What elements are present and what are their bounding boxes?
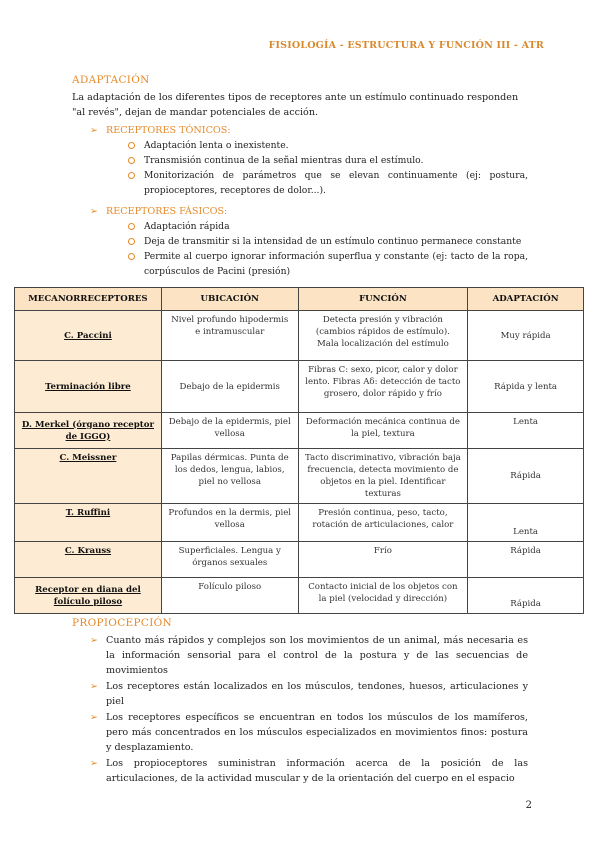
receptor-funcion: Detecta presión y vibración (cambios rápidos de estímulo). Mala localización del estímulo xyxy=(298,311,468,361)
section-title-propiocepcion: PROPIOCEPCIÓN xyxy=(72,617,173,629)
receptor-name: Terminación libre xyxy=(15,361,162,413)
list-item xyxy=(126,249,528,279)
receptor-ubicacion: Folículo piloso xyxy=(161,578,298,614)
mechanoreceptors-table xyxy=(14,287,584,614)
list-item-text: Los receptores están localizados en los músculos, tendones, huesos, articulaciones y piel xyxy=(106,681,528,707)
receptor-name: Receptor en diana del folículo piloso xyxy=(15,578,162,614)
list-item-text: Monitorización de parámetros que se elevan continuamente (ej: postura, propioceptores, receptores de dolor...). xyxy=(144,170,528,196)
table-row xyxy=(15,311,584,361)
receptor-name: T. Ruffini xyxy=(15,504,162,542)
circle-bullet-icon xyxy=(128,172,135,179)
fasicos-heading: RECEPTORES FÁSICOS: xyxy=(106,206,228,217)
subheading-tonicos xyxy=(90,123,231,138)
list-item-text: Los receptores específicos se encuentran en todos los músculos de los mamíferos, pero más concentrados en los músculos especializados en movimientos finos: postura y desplazamiento. xyxy=(106,712,528,753)
header-ubicacion: UBICACIÓN xyxy=(161,288,298,311)
receptor-ubicacion: Superficiales. Lengua y órganos sexuales xyxy=(161,542,298,578)
list-item-text: Deja de transmitir si la intensidad de un estímulo continuo permanece constante xyxy=(144,236,522,247)
list-item xyxy=(90,633,528,678)
receptor-name: C. Krauss xyxy=(15,542,162,578)
receptor-name: C. Meissner xyxy=(15,449,162,504)
list-item xyxy=(90,710,528,755)
header-funcion: FUNCIÓN xyxy=(298,288,468,311)
circle-bullet-icon xyxy=(128,223,135,230)
subheading-fasicos xyxy=(90,204,227,219)
receptor-funcion: Frío xyxy=(298,542,468,578)
receptor-ubicacion: Papilas dérmicas. Punta de los dedos, lengua, labios, piel no vellosa xyxy=(161,449,298,504)
arrow-bullet-icon: ➢ xyxy=(90,712,99,723)
propiocepcion-list xyxy=(90,633,528,787)
circle-bullet-icon xyxy=(128,238,135,245)
table-row xyxy=(15,361,584,413)
table-row xyxy=(15,578,584,614)
receptor-funcion: Fibras C: sexo, picor, calor y dolor lento. Fibras Aδ: detección de tacto grosero, dolor rápido y frío xyxy=(298,361,468,413)
receptor-adaptacion: Muy rápida xyxy=(468,311,584,361)
table-row xyxy=(15,449,584,504)
list-item xyxy=(126,138,528,153)
table-row xyxy=(15,504,584,542)
page-header: FISIOLOGÍA - ESTRUCTURA Y FUNCIÓN III - ATR xyxy=(268,40,544,51)
table-header-row xyxy=(15,288,584,311)
receptor-funcion: Tacto discriminativo, vibración baja frecuencia, detecta movimiento de objetos en la piel. Identificar texturas xyxy=(298,449,468,504)
table-row xyxy=(15,413,584,449)
table-row xyxy=(15,542,584,578)
header-mecanorreceptores: MECANORRECEPTORES xyxy=(15,288,162,311)
receptor-adaptacion: Lenta xyxy=(468,413,584,449)
receptor-adaptacion: Rápida xyxy=(468,542,584,578)
list-item-text: Adaptación lenta o inexistente. xyxy=(144,140,289,151)
list-item xyxy=(126,153,528,168)
circle-bullet-icon xyxy=(128,157,135,164)
list-item xyxy=(90,679,528,709)
list-item xyxy=(126,168,528,198)
receptor-adaptacion: Rápida xyxy=(468,449,584,504)
tonicos-list xyxy=(126,138,528,198)
adaptacion-intro: La adaptación de los diferentes tipos de receptores ante un estímulo continuado responden "al revés", dejan de mandar potenciales de acción. xyxy=(72,92,519,118)
list-item xyxy=(126,234,528,249)
section-title-adaptacion: ADAPTACIÓN xyxy=(72,74,150,86)
page-number: 2 xyxy=(525,800,532,811)
receptor-adaptacion: Rápida xyxy=(468,578,584,614)
list-item-text: Transmisión continua de la señal mientras dura el estímulo. xyxy=(144,155,424,166)
receptor-adaptacion: Rápida y lenta xyxy=(468,361,584,413)
list-item-text: Cuanto más rápidos y complejos son los movimientos de un animal, más necesaria es la información sensorial para el control de la postura y de las secuencias de movimientos xyxy=(106,635,528,676)
list-item xyxy=(126,219,528,234)
arrow-bullet-icon: ➢ xyxy=(90,758,99,769)
arrow-bullet-icon: ➢ xyxy=(90,681,99,692)
list-item xyxy=(90,756,528,786)
list-item-text: Los propioceptores suministran información acerca de la posición de las articulaciones, de la actividad muscular y de la orientación del cuerpo en el espacio xyxy=(106,758,528,784)
fasicos-list xyxy=(126,219,528,279)
receptor-name: D. Merkel (órgano receptor de IGGO) xyxy=(15,413,162,449)
receptor-funcion: Deformación mecánica continua de la piel, textura xyxy=(298,413,468,449)
header-adaptacion: ADAPTACIÓN xyxy=(468,288,584,311)
circle-bullet-icon xyxy=(128,142,135,149)
receptor-name: C. Paccini xyxy=(15,311,162,361)
arrow-bullet-icon: ➢ xyxy=(90,635,99,646)
receptor-funcion: Contacto inicial de los objetos con la piel (velocidad y dirección) xyxy=(298,578,468,614)
receptor-adaptacion: Lenta xyxy=(468,504,584,542)
arrow-bullet-icon: ➢ xyxy=(90,125,99,136)
list-item-text: Adaptación rápida xyxy=(144,221,230,232)
receptor-funcion: Presión continua, peso, tacto, rotación de articulaciones, calor xyxy=(298,504,468,542)
receptor-ubicacion: Nivel profundo hipodermis e intramuscular xyxy=(161,311,298,361)
arrow-bullet-icon: ➢ xyxy=(90,206,99,217)
list-item-text: Permite al cuerpo ignorar información superflua y constante (ej: tacto de la ropa, corpúsculos de Pacini (presión) xyxy=(144,251,528,277)
receptor-ubicacion: Profundos en la dermis, piel vellosa xyxy=(161,504,298,542)
circle-bullet-icon xyxy=(128,253,135,260)
receptor-ubicacion: Debajo de la epidermis xyxy=(161,361,298,413)
tonicos-heading: RECEPTORES TÓNICOS: xyxy=(106,125,231,136)
receptor-ubicacion: Debajo de la epidermis, piel vellosa xyxy=(161,413,298,449)
